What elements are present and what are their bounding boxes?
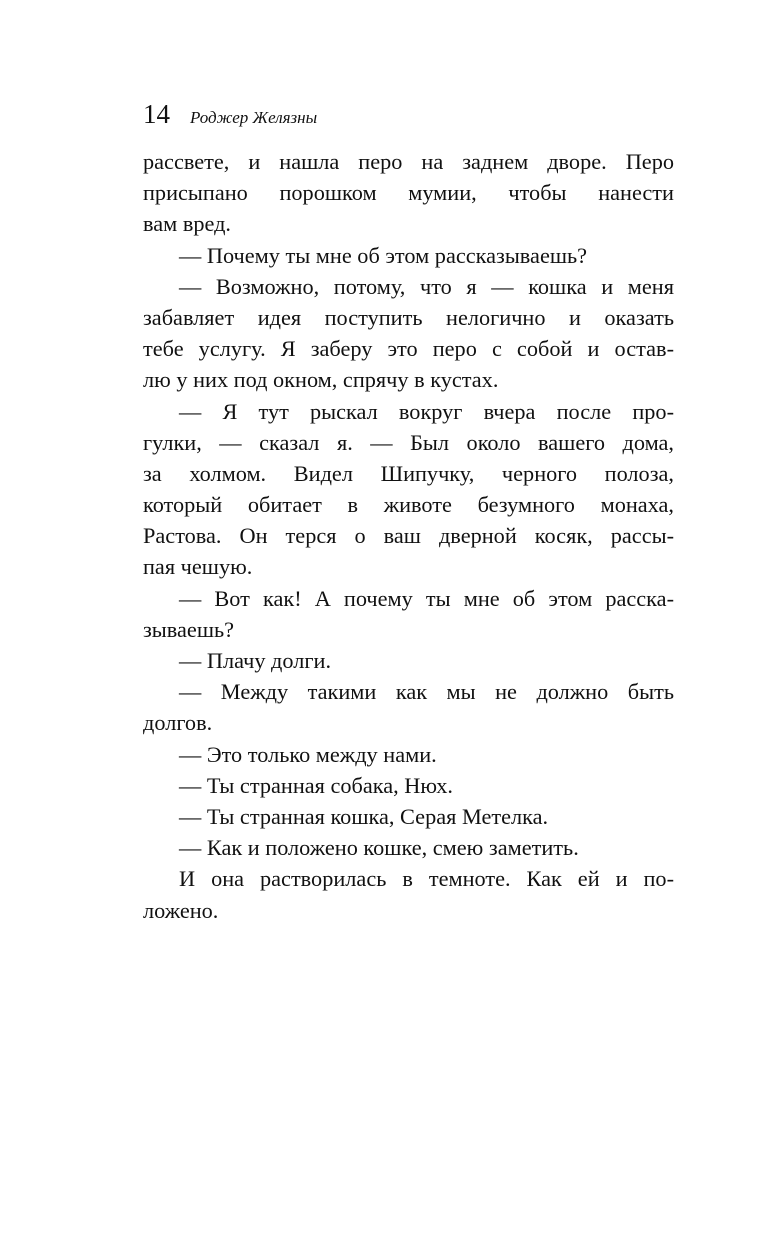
text-line: И она растворилась в темноте. Как ей и по- xyxy=(179,866,674,892)
text-line: — Ты странная собака, Нюх. xyxy=(179,772,453,798)
text-line: пая чешую. xyxy=(143,554,253,580)
text-line: долгов. xyxy=(143,710,213,736)
text-line: Растова. Он терся о ваш дверной косяк, рассы- xyxy=(143,523,674,549)
text-line: — Между такими как мы не должно быть xyxy=(179,679,674,705)
text-line: — Я тут рыскал вокруг вчера после про- xyxy=(179,398,674,424)
text-line: который обитает в животе безумного монаха, xyxy=(143,492,674,518)
text-line: зываешь? xyxy=(143,616,235,642)
text-line: — Это только между нами. xyxy=(179,741,437,767)
text-line: тебе услугу. Я заберу это перо с собой и остав- xyxy=(143,336,674,362)
text-line: — Как и положено кошке, смею заметить. xyxy=(179,835,579,861)
text-line: рассвете, и нашла перо на заднем дворе. Перо xyxy=(143,149,674,174)
text-line: вам вред. xyxy=(143,211,232,237)
text-line: — Вот как! А почему ты мне об этом расска- xyxy=(179,585,674,611)
text-line: — Ты странная кошка, Серая Метелка. xyxy=(179,803,549,829)
text-line: забавляет идея поступить нелогично и оказать xyxy=(143,304,674,330)
text-line: — Плачу долги. xyxy=(179,648,332,673)
running-header xyxy=(143,94,317,134)
text-line: — Почему ты мне об этом рассказываешь? xyxy=(179,242,588,268)
running-head-author: Роджер Желязны xyxy=(190,108,318,127)
text-line: — Возможно, потому, что я — кошка и меня xyxy=(179,273,674,299)
text-line: за холмом. Видел Шипучку, черного полоза, xyxy=(143,460,674,486)
text-line: ложено. xyxy=(143,897,219,923)
body-text xyxy=(143,146,674,926)
text-line: гулки, — сказал я. — Был около вашего дома, xyxy=(143,429,674,455)
page-number: 14 xyxy=(143,99,170,129)
text-line: лю у них под окном, спрячу в кустах. xyxy=(143,367,499,393)
text-line: присыпано порошком мумии, чтобы нанести xyxy=(143,180,674,206)
